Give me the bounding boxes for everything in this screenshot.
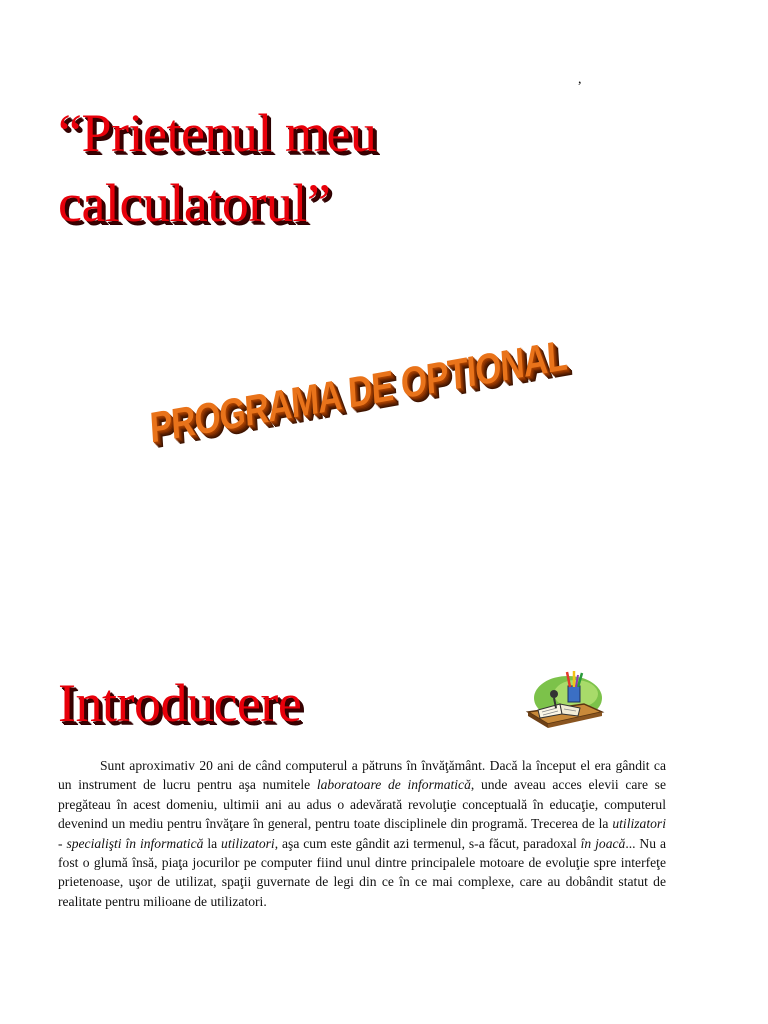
paragraph-text: , aşa cum este gândit azi termenul, s-a făcut, paradoxal	[274, 835, 581, 851]
section-heading: Introducere	[58, 673, 302, 733]
paragraph-emphasis: utilizatori - specialişti în informatică	[58, 816, 666, 851]
wordart-text: PROGRAMA DE OPTIONAL	[148, 331, 568, 453]
clipart-illustration	[524, 668, 606, 730]
stray-mark: ,	[578, 72, 582, 87]
paragraph-text: Sunt aproximativ 20 ani de când computerul a pătruns în învăţământ. Dacă la început el era gândit ca un instrument de lucru pentru aşa numitele	[58, 758, 666, 793]
clipart-pencil-cup	[568, 686, 580, 702]
paragraph-text: , unde aveau acces elevii care se pregăteau în acest domeniu, ultimii ani au adus o adevărată revoluţie conceptuală în educaţie, computerul devenind un mediu pentru învăţare în general, pentru toate disciplinele din programă. Trecerea de la	[58, 777, 666, 832]
page-title: “Prietenul meu calculatorul”	[58, 103, 377, 233]
desk-with-pencils-and-book-icon	[524, 668, 606, 730]
paragraph-emphasis: utilizatori	[221, 835, 275, 851]
paragraph-text: la	[203, 835, 222, 851]
intro-paragraph	[58, 756, 666, 911]
wordart-banner	[140, 331, 568, 490]
paragraph-emphasis: laboratoare de informatică	[316, 777, 471, 793]
paragraph-text: ... Nu a fost o glumă însă, piaţa jocurilor pe computer fiind unul dintre principalele motoare de evoluţie spre interfeţe prietenoase, uşor de utilizat, spaţii guvernate de legi din ce în ce mai complexe, care au dobândit statut de realitate pentru milioane de utilizatori.	[58, 835, 666, 909]
paragraph-emphasis: în joacă	[580, 835, 626, 851]
